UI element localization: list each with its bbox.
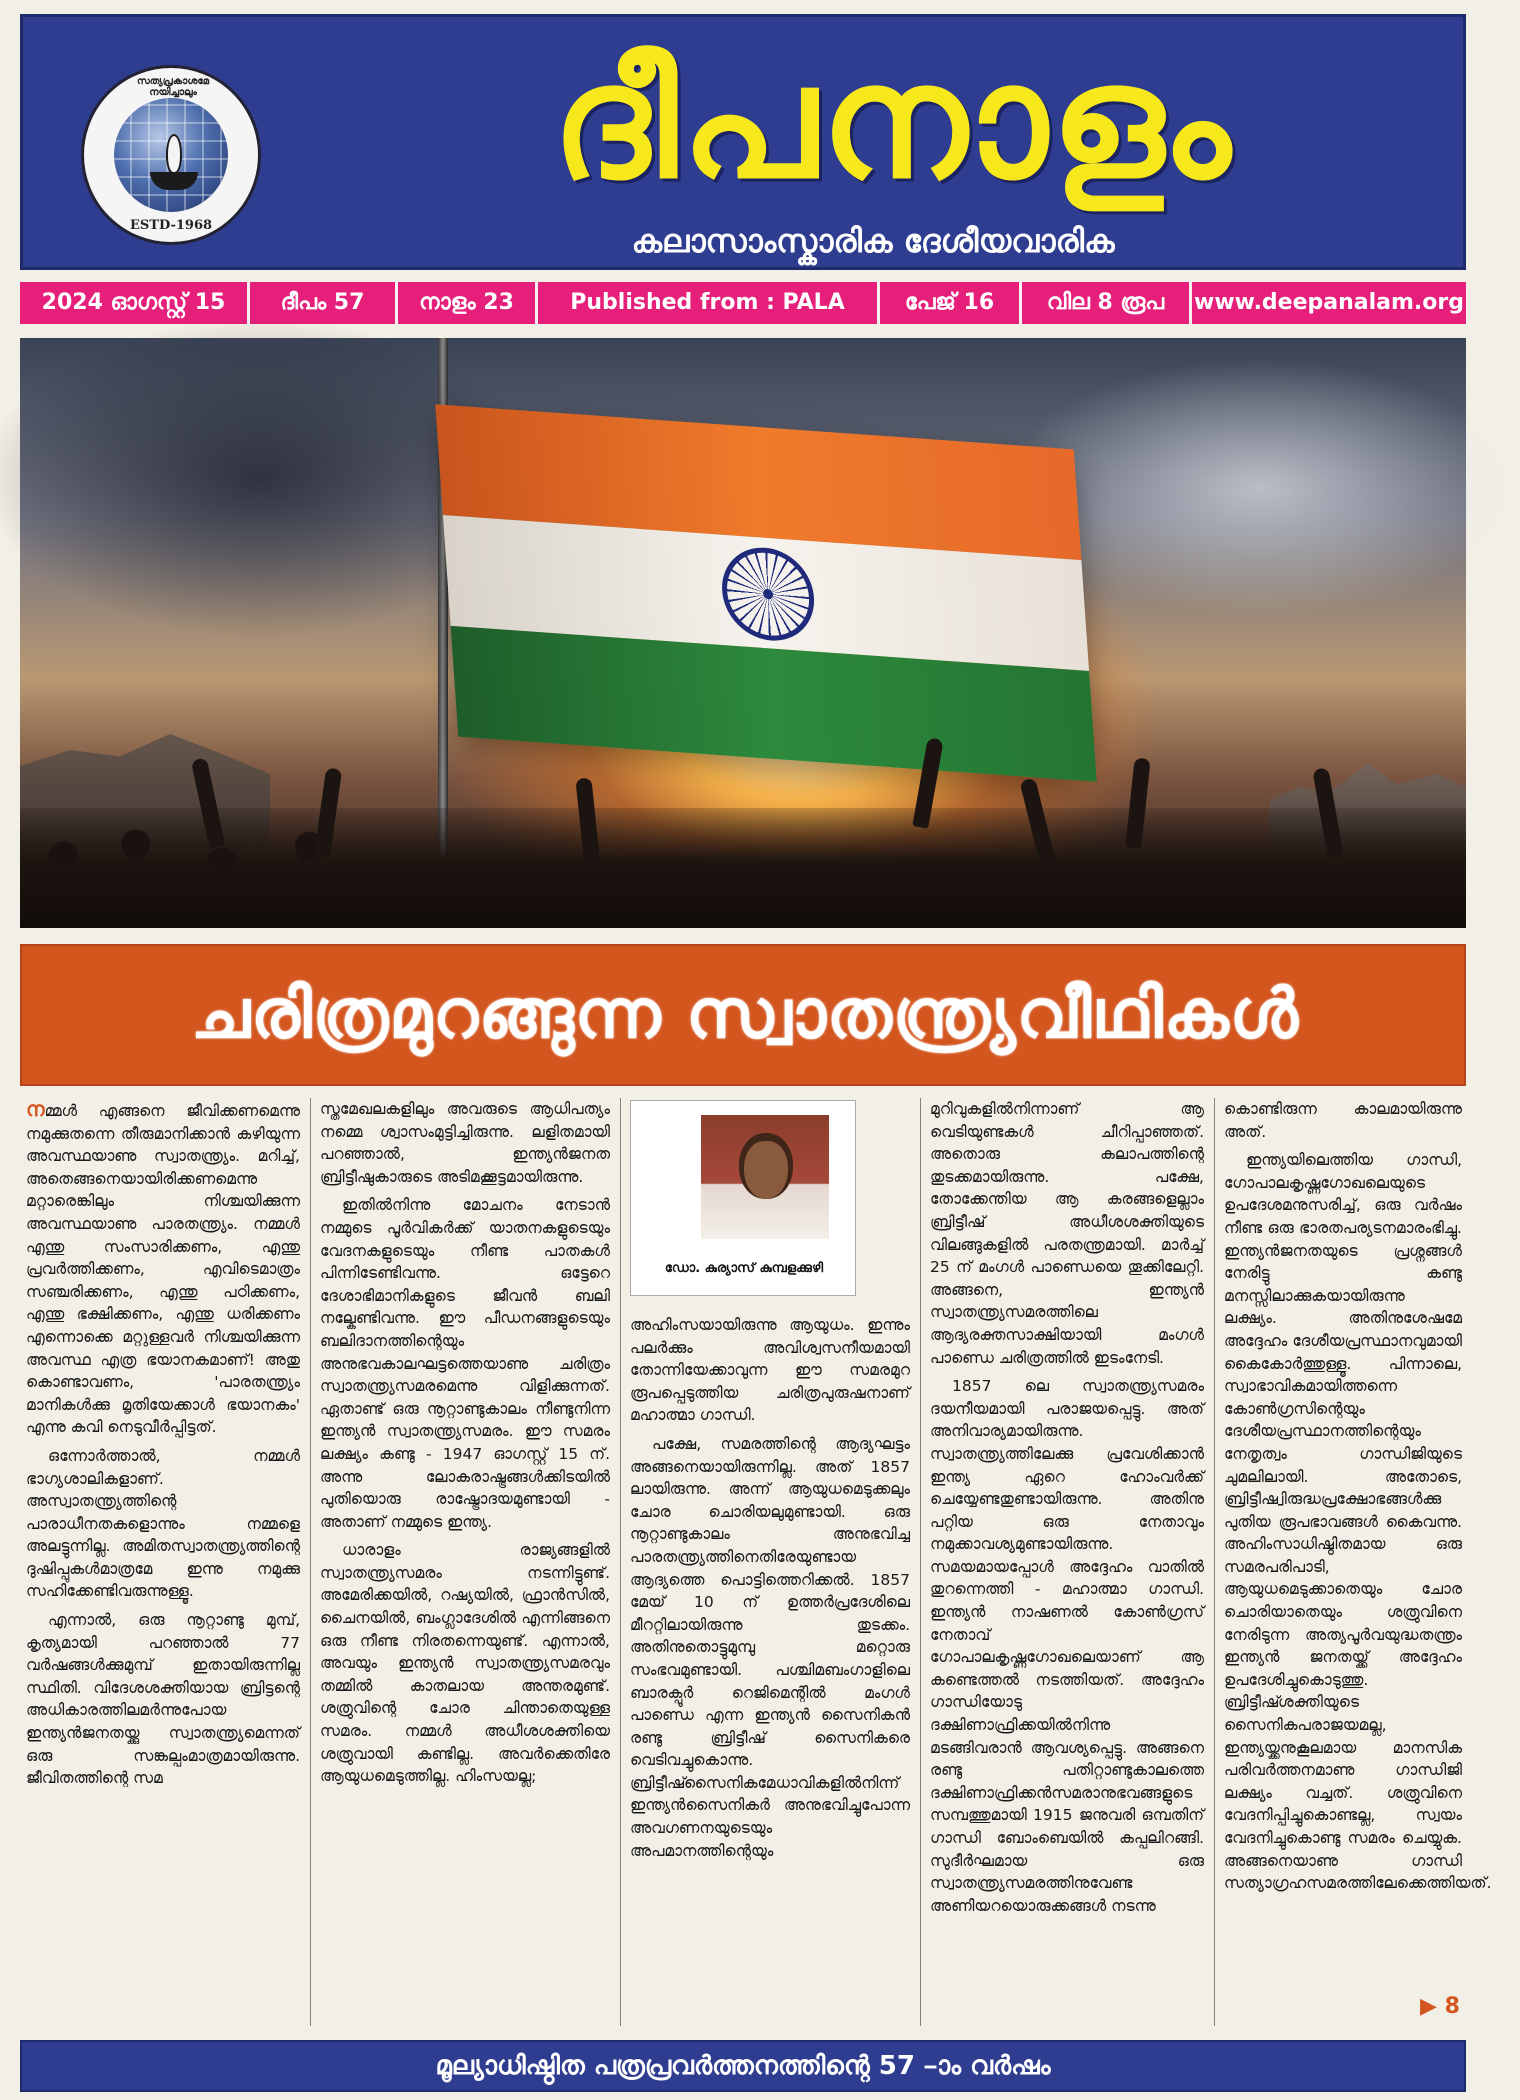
hero-image-flag-crowd — [20, 338, 1466, 924]
article-headline: ചരിത്രമുറങ്ങുന്ന സ്വാതന്ത്ര്യവീഥികൾ — [191, 975, 1299, 1054]
article-column-5 — [1224, 1098, 1492, 1988]
article-column-4 — [930, 1098, 1204, 2028]
article-paragraph: കൊണ്ടിരുന്ന കാലമായിരുന്നു അത്. — [1224, 1100, 1462, 1141]
footer-tagline: മൂല്യാധിഷ്ഠിത പത്രപ്രവർത്തനത്തിന്റെ 57 –ാം വർഷം — [435, 2051, 1051, 2081]
footer-banner — [20, 2040, 1466, 2092]
author-face — [744, 1141, 788, 1199]
logo-ring-text: സത്യപ്രകാശമേ നയിച്ചാലും — [136, 76, 210, 98]
published-from: Published from : PALA — [538, 282, 880, 324]
article-column-1 — [26, 1098, 300, 2028]
article-paragraph: ഒന്നോർത്താൽ, നമ്മൾ ഭാഗ്യശാലികളാണ്. അസ്വാതന്ത്ര്യത്തിന്റെ പാരാധീനതകളൊന്നും നമ്മളെ അലട്ടുന്നില്ല. അമിതസ്വാതന്ത്ര്യത്തിന്റെ ദുഷിപ്പുകൾമാത്രമേ ഇന്നു നമുക്കു സഹിക്കേണ്ടിവരുന്നുള്ളൂ. — [26, 1446, 300, 1601]
issue-volume: ദീപം 57 — [250, 282, 398, 324]
issue-number: നാളം 23 — [398, 282, 538, 324]
newspaper-title: ദീപനാളം — [551, 29, 1235, 214]
logo-estd: ESTD-1968 — [129, 218, 213, 233]
masthead — [20, 14, 1466, 270]
author-photo — [701, 1115, 829, 1239]
website-link[interactable]: www.deepanalam.org — [1194, 290, 1464, 315]
page-count: പേജ് 16 — [880, 282, 1022, 324]
article-paragraph: മുറിവുകളിൽനിന്നാണ് ആ വെടിയുണ്ടകൾ ചീറിപ്പാഞ്ഞത്. അതൊരു കലാപത്തിന്റെ തുടക്കമായിരുന്നു. പക്ഷേ, തോക്കേന്തിയ ആ കരങ്ങളെല്ലാം ബ്രിട്ടീഷ് അധീശശക്തിയുടെ വിലങ്ങുകളിൽ പരതന്ത്രമായി. മാർച്ച് 25 ന് മംഗൾ പാണ്ഡെയെ തൂക്കിലേറ്റി. അങ്ങനെ, ഇന്ത്യൻ സ്വാതന്ത്ര്യസമരത്തിലെ ആദ്യരക്തസാക്ഷിയായി മംഗൾ പാണ്ഡെ ചരിത്രത്തിൽ ഇടംനേടി. — [930, 1100, 1204, 1367]
issue-price: വില 8 രൂപ — [1022, 282, 1192, 324]
article-body — [20, 1097, 1492, 2028]
drop-cap: ന — [26, 1097, 45, 1121]
article-paragraph: എന്നാൽ, ഒരു നൂറ്റാണ്ടു മുമ്പ്, കൃത്യമായി പറഞ്ഞാൽ 77 വർഷങ്ങൾക്കുമുമ്പ് ഇതായിരുന്നില്ല സ്ഥിതി. വിദേശശക്തിയായ ബ്രിട്ടന്റെ അധികാരത്തിലമർന്നുപോയ ഇന്ത്യൻജനതയ്ക്കു സ്വാതന്ത്ര്യമെന്നത് ഒരു സങ്കല്പംമാത്രമായിരുന്നു. ജീവിതത്തിന്റെ സമ — [26, 1611, 300, 1788]
article-paragraph: സ്തമേഖലകളിലും അവരുടെ ആധിപത്യം നമ്മെ ശ്വാസംമുട്ടിച്ചിരുന്നു. ലളിതമായി പറഞ്ഞാൽ, ഇന്ത്യൻജനത ബ്രിട്ടീഷുകാരുടെ അടിമക്കൂട്ടമായിരുന്നു. — [320, 1100, 610, 1186]
column-divider — [310, 1098, 311, 2026]
article-paragraph: ധാരാളം രാജ്യങ്ങളിൽ സ്വാതന്ത്ര്യസമരം നടന്നിട്ടുണ്ട്. അമേരിക്കയിൽ, റഷ്യയിൽ, ഫ്രാൻസിൽ, ചൈനയിൽ, ബംഗ്ലാദേശിൽ എന്നിങ്ങനെ ഒരു നീണ്ട നിരതന്നെയുണ്ട്. എന്നാൽ, അവയും ഇന്ത്യൻ സ്വാതന്ത്ര്യസമരവും തമ്മിൽ കാതലായ അന്തരമുണ്ട്. ശത്രുവിന്റെ ചോര ചിന്താതെയുള്ള സമരം. നമ്മൾ അധീശശക്തിയെ ശത്രുവായി കണ്ടില്ല. അവർക്കെതിരേ ആയുധമെടുത്തില്ല. ഹിംസയല്ല; — [320, 1541, 610, 1786]
headline-banner — [20, 944, 1466, 1086]
author-card — [630, 1100, 856, 1296]
article-paragraph: ഇതിൽനിന്നു മോചനം നേടാൻ നമ്മുടെ പൂർവികർക്ക് യാതനകളുടെയും വേദനകളുടെയും നീണ്ട പാതകൾ പിന്നിടേണ്ടിവന്നു. ഒട്ടേറെ ദേശാഭിമാനികളുടെ ജീവൻ ബലി നല്കേണ്ടിവന്നു. ഈ പീഡനങ്ങളുടെയും ബലിദാനത്തിന്റെയും അനുഭവകാലഘട്ടത്തെയാണു ചരിത്രം സ്വാതന്ത്ര്യസമരമെന്നു വിളിക്കുന്നത്. ഏതാണ്ട് ഒരു നൂറ്റാണ്ടുകാലം നീണ്ടുനിന്ന ഇന്ത്യൻ സ്വാതന്ത്ര്യസമരം. ഈ സമരം ലക്ഷ്യം കണ്ടു - 1947 ഓഗസ്റ്റ് 15 ന്. അന്നു ലോകരാഷ്ട്രങ്ങൾക്കിടയിൽ പുതിയൊരു രാഷ്ട്രോദയമുണ്ടായി - അതാണ് നമ്മുടെ ഇന്ത്യ. — [320, 1196, 610, 1531]
flame-icon — [166, 134, 182, 174]
indian-flag — [435, 404, 1096, 782]
article-paragraph — [26, 1098, 300, 1439]
article-paragraph: അഹിംസയായിരുന്നു ആയുധം. ഇന്നും പലർക്കും അവിശ്വസനീയമായി തോന്നിയേക്കാവുന്ന ഈ സമരമുറ രൂപപ്പെടുത്തിയ ചരിത്രപുരുഷനാണ് മഹാത്മാ ഗാന്ധി. — [630, 1316, 910, 1425]
continued-page-link[interactable]: ▶ 8 — [1420, 1994, 1460, 2019]
column-divider — [920, 1098, 921, 2026]
article-column-3 — [630, 1314, 910, 2028]
column-divider — [620, 1098, 621, 2026]
crowd-silhouette — [20, 808, 1466, 928]
logo — [81, 65, 261, 245]
column-divider — [1214, 1098, 1215, 2026]
article-paragraph: 1857 ലെ സ്വാതന്ത്ര്യസമരം ദയനീയമായി പരാജയപ്പെട്ടു. അത് അനിവാര്യമായിരുന്നു. സ്വാതന്ത്ര്യത്തിലേക്കു പ്രവേശിക്കാൻ ഇന്ത്യ ഏറെ ഹോംവർക്ക് ചെയ്യേണ്ടതുണ്ടായിരുന്നു. അതിനു പറ്റിയ ഒരു നേതാവും നമുക്കാവശ്യമുണ്ടായിരുന്നു. സമയമായപ്പോൾ അദ്ദേഹം വാതിൽ തുറന്നെത്തി - മഹാത്മാ ഗാന്ധി. ഇന്ത്യൻ നാഷണൽ കോൺഗ്രസ് നേതാവ് ഗോപാലകൃഷ്ണഗോഖലെയാണ് ആ കണ്ടെത്തൽ നടത്തിയത്. അദ്ദേഹം ഗാന്ധിയോടു ദക്ഷിണാഫ്രിക്കയിൽനിന്നു മടങ്ങിവരാൻ ആവശ്യപ്പെട്ടു. അങ്ങനെ രണ്ടു പതിറ്റാണ്ടുകാലത്തെ ദക്ഷിണാഫ്രിക്കൻസമരാനുഭവങ്ങളുടെ സമ്പത്തുമായി 1915 ജനുവരി ഒമ്പതിന് ഗാന്ധി ബോംബെയിൽ കപ്പലിറങ്ങി. സുദീർഘമായ ഒരു സ്വാതന്ത്ര്യസമരത്തിനുവേണ്ട അണിയറയൊരുക്കങ്ങൾ നടന്നു — [930, 1377, 1204, 1915]
article-column-2 — [320, 1098, 610, 2028]
article-paragraph: ഇന്ത്യയിലെത്തിയ ഗാന്ധി, ഗോപാലകൃഷ്ണഗോഖലെയുടെ ഉപദേശമനുസരിച്ച്, ഒരു വർഷം നീണ്ട ഒരു ഭാരതപര്യടനമാരംഭിച്ചു. ഇന്ത്യൻജനതയുടെ പ്രശ്നങ്ങൾ നേരിട്ടു കണ്ടു മനസ്സിലാക്കുകയായിരുന്നു ലക്ഷ്യം. അതിനുശേഷമേ അദ്ദേഹം ദേശീയപ്രസ്ഥാനവുമായി കൈകോർത്തുള്ളൂ. പിന്നാലെ, സ്വാഭാവികമായിത്തന്നെ കോൺഗ്രസിന്റെയും ദേശീയപ്രസ്ഥാനത്തിന്റെയും നേതൃത്വം ഗാന്ധിജിയുടെ ചുമലിലായി. അതോടെ, ബ്രിട്ടീഷ്വിരുദ്ധപ്രക്ഷോഭങ്ങൾക്കു പുതിയ രൂപഭാവങ്ങൾ കൈവന്നു. അഹിംസാധിഷ്ഠിതമായ ഒരു സമരപരിപാടി, ആയുധമെടുക്കാതെയും ചോര ചൊരിയാതെയും ശത്രുവിനെ നേരിടുന്ന അത്യപൂർവയുദ്ധതന്ത്രം ഇന്ത്യൻ ജനതയ്ക്ക് അദ്ദേഹം ഉപദേശിച്ചുകൊടുത്തു. ബ്രിട്ടീഷ്ശക്തിയുടെ സൈനികപരാജയമല്ല, ഇന്ത്യയ്ക്കനുകൂലമായ മാനസിക പരിവർത്തനമാണു ഗാന്ധിജി ലക്ഷ്യം വച്ചത്. ശത്രുവിനെ വേദനിപ്പിച്ചുകൊണ്ടല്ല, സ്വയം വേദനിച്ചുകൊണ്ടു സമരം ചെയ്യുക. അങ്ങനെയാണു ഗാന്ധി സത്യാഗ്രഹസമരത്തിലേക്കെത്തിയത്. — [1224, 1151, 1492, 1893]
author-name: ഡോ. കുര്യാസ് കുമ്പളക്കുഴി — [664, 1261, 824, 1276]
newspaper-subtitle: കലാസാംസ്കാരിക ദേശീയവാരിക — [631, 222, 1115, 260]
article-paragraph: പക്ഷേ, സമരത്തിന്റെ ആദ്യഘട്ടം അങ്ങനെയായിരുന്നില്ല. അത് 1857 ലായിരുന്നു. അന്ന് ആയുധമെടുക്കലും ചോര ചൊരിയലുമുണ്ടായി. ഒരു നൂറ്റാണ്ടുകാലം അനുഭവിച്ച പാരതന്ത്ര്യത്തിനെതിരേയുണ്ടായ ആദ്യത്തെ പൊട്ടിത്തെറിക്കൽ. 1857 മേയ് 10 ന് ഉത്തർപ്രദേശിലെ മീററ്റിലായിരുന്നു തുടക്കം. അതിനുതൊട്ടുമുമ്പു മറ്റൊരു സംഭവമുണ്ടായി. പശ്ചിമബംഗാളിലെ ബാരക്പൂർ റെജിമെന്റിൽ മംഗൾ പാണ്ഡെ എന്ന ഇന്ത്യൻ സൈനികൻ രണ്ടു ബ്രിട്ടീഷ് സൈനികരെ വെടിവച്ചുകൊന്നു. ബ്രിട്ടീഷ്സൈനികമേധാവികളിൽനിന്ന് ഇന്ത്യൻസൈനികർ അനുഭവിച്ചുപോന്ന അവഗണനയുടെയും അപമാനത്തിന്റെയും — [630, 1434, 910, 1860]
issue-date: 2024 ഓഗസ്റ്റ് 15 — [20, 282, 250, 324]
paragraph-text: മ്മൾ എങ്ങനെ ജീവിക്കണമെന്നു നമുക്കുതന്നെ തീരുമാനിക്കാൻ കഴിയുന്ന അവസ്ഥയാണു സ്വാതന്ത്ര്യം. മറിച്ച്, അതെങ്ങനെയായിരിക്കണമെന്നു മറ്റാരെങ്കിലും നിശ്ചയിക്കുന്ന അവസ്ഥയാണു പാരതന്ത്ര്യം. നമ്മൾ എന്തു സംസാരിക്കണം, എന്തു പ്രവർത്തിക്കണം, എവിടെമാത്രം സഞ്ചരിക്കണം, എന്തു പഠിക്കണം, എന്തു ഭക്ഷിക്കണം, എന്തു ധരിക്കണം എന്നൊക്കെ മറ്റുള്ളവർ നിശ്ചയിക്കുന്ന അവസ്ഥ എത്ര ഭയാനകമാണ്! അതു കൊണ്ടാവണം, 'പാരതന്ത്ര്യം മാനികൾക്കു മൃതിയേക്കാൾ ഭയാനകം' എന്നു കവി നെടുവീർപ്പിട്ടത്. — [26, 1102, 300, 1437]
